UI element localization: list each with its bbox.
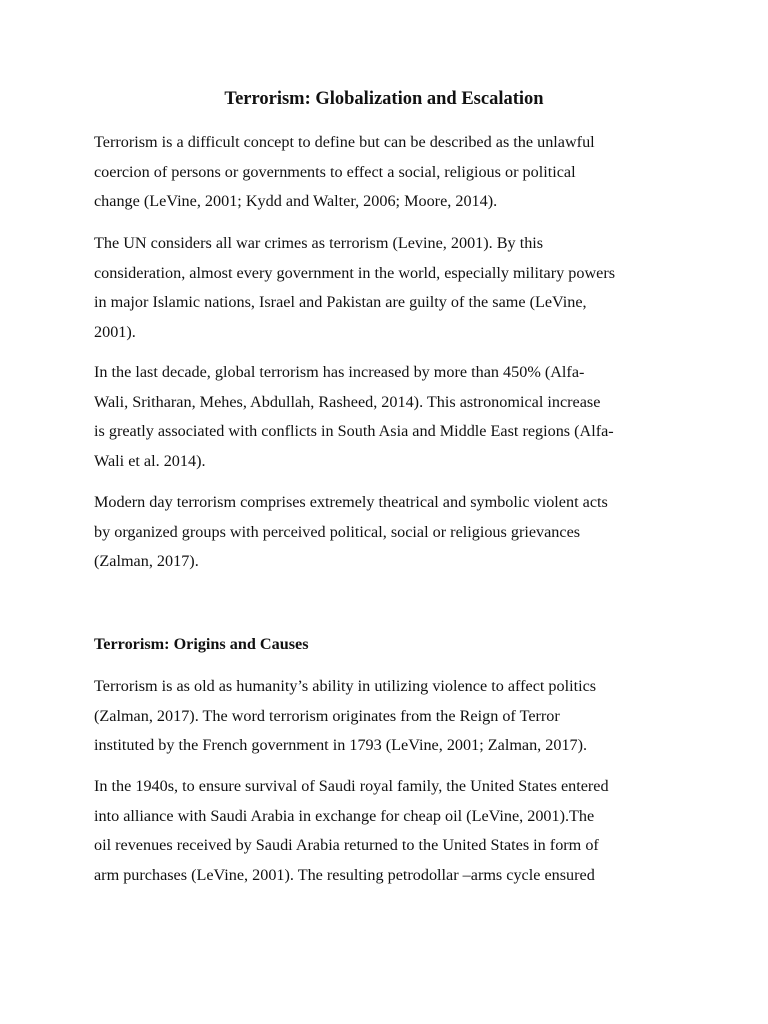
paragraph-line: in major Islamic nations, Israel and Pakistan are guilty of the same (LeVine, [94, 293, 587, 312]
paragraph-line: by organized groups with perceived political, social or religious grievances [94, 522, 581, 541]
section-heading: Terrorism: Origins and Causes [94, 635, 309, 653]
paragraph-line: Wali, Sritharan, Mehes, Abdullah, Rasheed, 2014). This astronomical increase [94, 392, 601, 411]
paragraph-definition [94, 128, 684, 217]
document-title: Terrorism: Globalization and Escalation [224, 89, 544, 109]
paragraph-line: oil revenues received by Saudi Arabia returned to the United States in form of [94, 836, 599, 855]
paragraph-line: change (LeVine, 2001; Kydd and Walter, 2006; Moore, 2014). [94, 192, 498, 211]
paragraph-line: In the 1940s, to ensure survival of Saudi royal family, the United States entered [94, 777, 609, 795]
paragraph-line: into alliance with Saudi Arabia in exchange for cheap oil (LeVine, 2001).The [94, 806, 595, 825]
paragraph-line: Modern day terrorism comprises extremely theatrical and symbolic violent acts [94, 493, 608, 511]
paragraph-line: (Zalman, 2017). [94, 552, 199, 571]
paragraph-line: coercion of persons or governments to effect a social, religious or political [94, 162, 576, 181]
paragraph-global-increase [94, 358, 684, 477]
paragraph-line: consideration, almost every government in the world, especially military powers [94, 263, 616, 282]
paragraph-line: In the last decade, global terrorism has increased by more than 450% (Alfa- [94, 363, 585, 381]
paragraph-line: Terrorism is as old as humanity’s ability in utilizing violence to affect politics [94, 677, 597, 695]
paragraph-modern-terrorism [94, 488, 684, 577]
paragraph-line: arm purchases (LeVine, 2001). The resulting petrodollar –arms cycle ensured [94, 866, 595, 885]
paragraph-origins [94, 672, 684, 761]
paragraph-line: The UN considers all war crimes as terrorism (Levine, 2001). By this [94, 234, 544, 252]
paragraph-line: Wali et al. 2014). [94, 452, 206, 471]
paragraph-line: is greatly associated with conflicts in South Asia and Middle East regions (Alfa- [94, 422, 614, 441]
paragraph-un-war-crimes [94, 229, 684, 348]
paragraph-line: (Zalman, 2017). The word terrorism originates from the Reign of Terror [94, 706, 560, 725]
paragraph-saudi-alliance [94, 772, 684, 891]
paragraph-line: Terrorism is a difficult concept to define but can be described as the unlawful [94, 133, 595, 151]
paragraph-line: instituted by the French government in 1793 (LeVine, 2001; Zalman, 2017). [94, 736, 588, 755]
paragraph-line: 2001). [94, 323, 136, 342]
